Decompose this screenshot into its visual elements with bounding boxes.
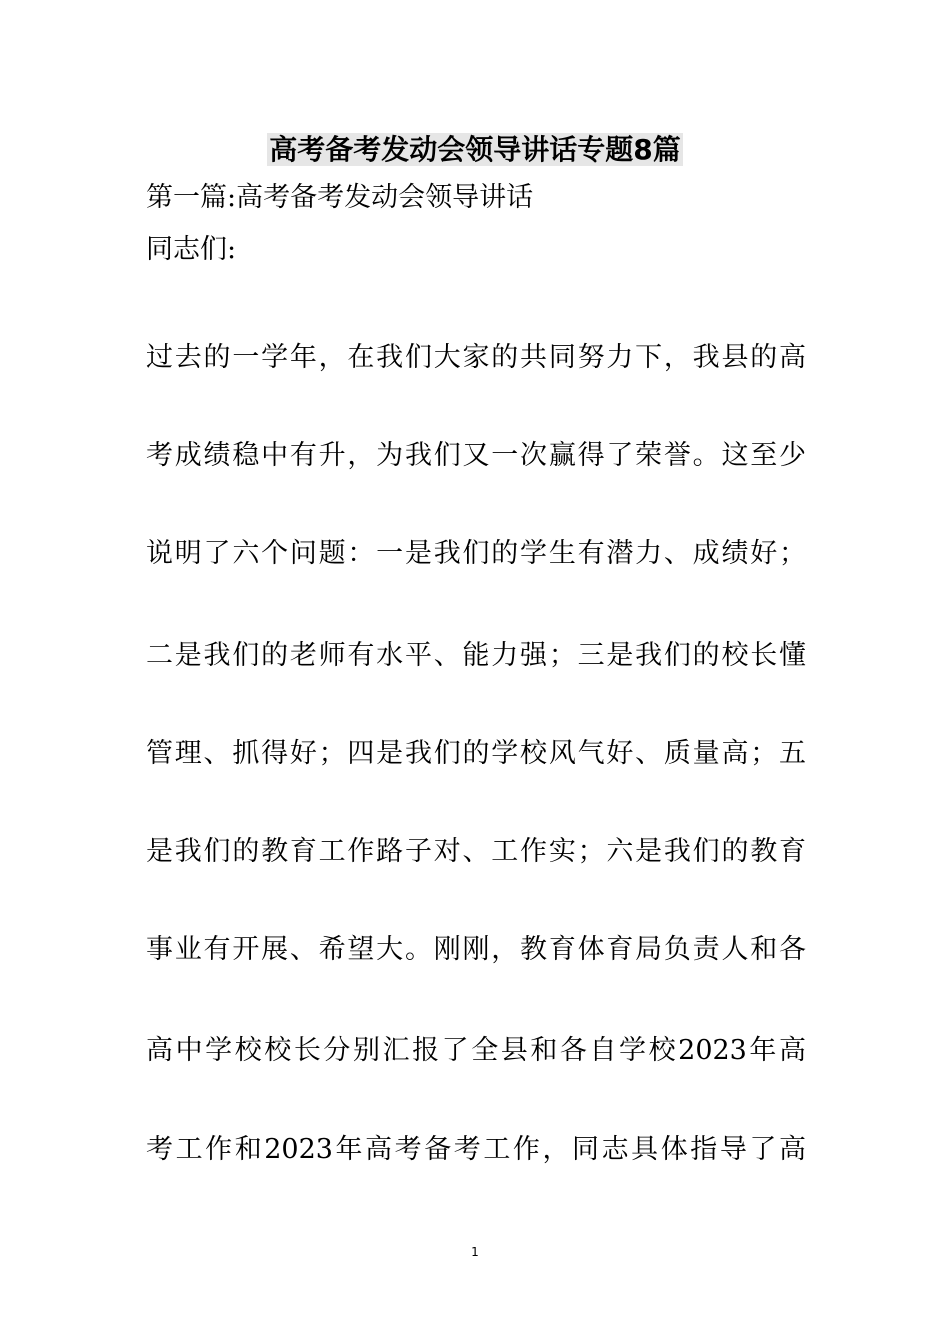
body-line: 考工作和2023年高考备考工作，同志具体指导了高: [146, 1134, 806, 1165]
body-line: 管理、抓得好；四是我们的学校风气好、质量高；五: [146, 738, 806, 769]
document-title: [0, 130, 950, 170]
body-line: 二是我们的老师有水平、能力强；三是我们的校长懂: [146, 640, 806, 671]
body-line: 事业有开展、希望大。刚刚，教育体育局负责人和各: [146, 934, 806, 965]
body-line: 考成绩稳中有升，为我们又一次赢得了荣誉。这至少: [146, 440, 806, 471]
document-title-text: 高考备考发动会领导讲话专题8篇: [269, 133, 681, 166]
body-line: 说明了六个问题：一是我们的学生有潜力、成绩好；: [146, 538, 806, 569]
body-line: 是我们的教育工作路子对、工作实；六是我们的教育: [146, 836, 806, 867]
greeting-line: 同志们:: [146, 234, 237, 265]
body-line: 高中学校校长分别汇报了全县和各自学校2023年高: [146, 1035, 806, 1066]
section-heading: 第一篇:高考备考发动会领导讲话: [146, 182, 534, 213]
body-line: 过去的一学年，在我们大家的共同努力下，我县的高: [146, 342, 806, 373]
page-number: 1: [471, 1245, 479, 1259]
